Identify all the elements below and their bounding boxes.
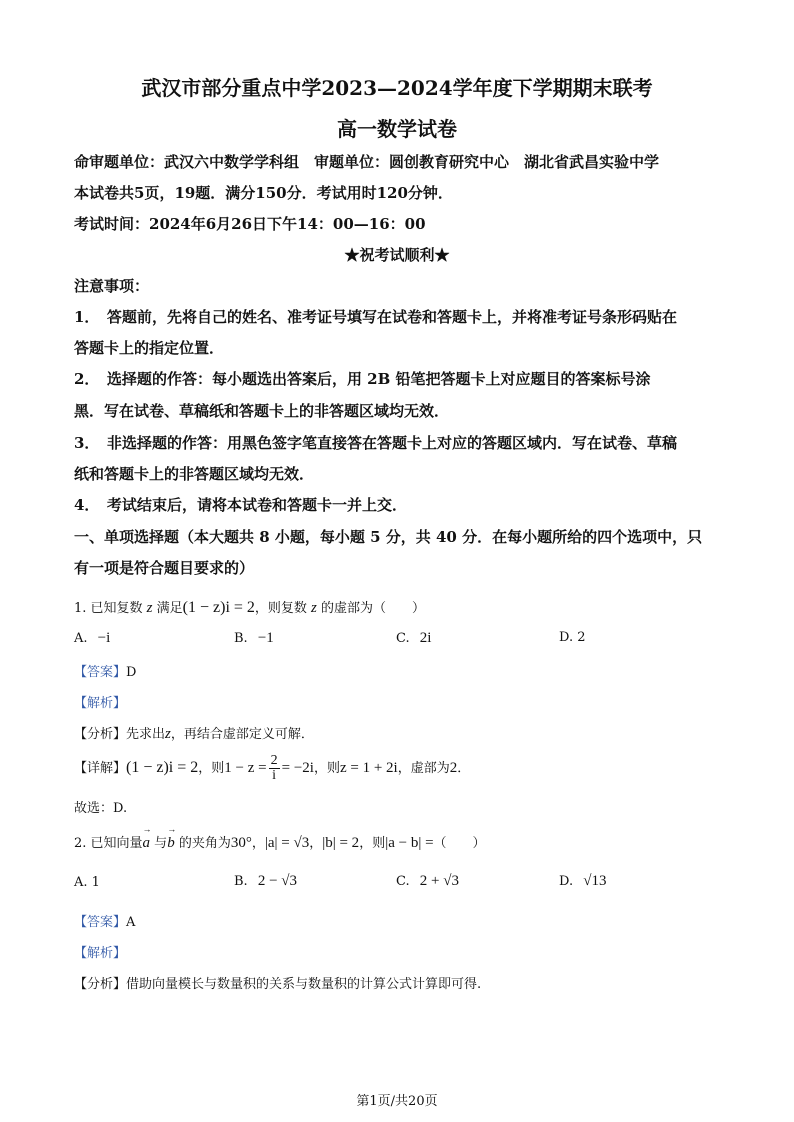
q1-option-a [74,630,110,647]
notice-item-1-line-2: 答题卡上的指定位置． [74,339,225,357]
q1-detail-fraction [269,754,280,783]
exam-title: 武汉市部分重点中学2023—2024学年度下学期期末联考 [141,76,653,100]
q1-answer-value: D [126,665,137,680]
q1-analysis-tag: 【解析】 [74,696,127,711]
q2-mod-b: |b| = 2 [322,835,360,851]
q1-mid: 满足 [152,601,183,616]
q2-option-d-value: √13 [583,873,607,889]
q2-then: ，则 [359,836,386,851]
q1-answer [74,661,136,680]
q1-detail-tag: 【详解】 [74,761,127,776]
q2-with: 与 [150,836,168,851]
notice-item-1-line-1: 1． 答题前，先将自己的姓名、准考证号填写在试卷和答题卡上，并将准考证号条形码贴在 [74,308,677,326]
notice-item-2-line-1: 2． 选择题的作答：每小题选出答案后，用 2B 铅笔把答题卡上对应题目的答案标号涂 [74,370,651,388]
notice-item-2-line-2: 黑．写在试卷、草稿纸和答题卡上的非答题区域均无效． [74,402,450,420]
section-1-line-2: 有一项是符合题目要求的） [74,559,255,577]
q1-suffix-z: z [311,600,317,616]
q1-detail-val: 2 [449,760,458,776]
q1-option-a-value: −i [97,630,111,646]
exam-subtitle: 高一数学试卷 [337,117,457,141]
notice-item-3-line-1: 3． 非选择题的作答：用黑色签字笔直接答在答题卡上对应的答题区域内．写在试卷、草稿 [74,434,677,452]
q2-fenxi [74,973,481,992]
q1-detail [74,750,470,787]
q1-option-a-label: A. [74,631,88,646]
q1-detail-t2: ，则 [313,761,340,776]
q1-suffix: ，则复数 [254,601,312,616]
q1-detail-eq3: z = 1 + 2i [339,760,398,776]
q1-fenxi-tag: 【分析】 [74,727,127,742]
q2-option-a: A. 1 [74,875,100,890]
q1-detail-eq1: (1 − z)i = 2 [126,759,199,776]
q1-option-c [396,630,431,647]
q2-vec-a: → a [143,835,151,852]
q1-detail-eq2-left: 1 − z = [224,760,267,776]
q2-sep1: ， [251,836,265,851]
exam-wish: ★祝考试顺利★ [344,246,450,264]
notice-item-3-line-2: 纸和答题卡上的非答题区域均无效． [74,465,315,483]
q2-prefix: 2. 已知向量 [74,836,143,851]
q2-answer-value: A [126,915,136,930]
q2-answer-tag: 【答案】 [74,915,127,930]
q1-option-b-label: B. [234,631,248,646]
q2-mod-a: |a| = √3 [264,835,310,851]
q2-option-c-label: C. [396,874,410,889]
q2-option-d [559,873,606,890]
q1-suffix2: 的虚部为（ ） [316,601,426,616]
q1-detail-frac-num: 2 [270,753,278,768]
q1-detail-end: ． [457,761,471,776]
q1-fenxi-post: ，再结合虚部定义可解． [170,727,314,742]
q1-fenxi-pre: 先求出 [126,727,166,742]
q2-paren: （ ） [433,836,486,851]
q1-answer-tag: 【答案】 [74,665,127,680]
q2-option-d-label: D. [559,874,574,889]
q2-fenxi-text: 借助向量模长与数量积的关系与数量积的计算公式计算即可得. [126,977,482,992]
q1-fenxi-z: z [165,726,171,742]
q1-option-c-value: 2i [419,630,432,646]
notice-item-4: 4． 考试结束后，请将本试卷和答题卡一并上交． [74,496,407,514]
q2-mod-ab: |a − b| = [385,835,434,851]
q2-analysis-tag: 【解析】 [74,946,127,961]
q1-option-c-label: C. [396,631,410,646]
q2-sep2: ， [309,836,323,851]
q1-detail-t1: ，则 [198,761,225,776]
exam-time: 考试时间：2024年6月26日下午14：00—16：00 [74,215,426,233]
q1-option-b-value: −1 [257,630,274,646]
q1-var-z: z [146,600,153,616]
exam-units: 命审题单位：武汉六中数学学科组 审题单位：圆创教育研究中心 湖北省武昌实验中学 [74,153,660,171]
q2-option-b-label: B. [234,874,248,889]
q1-option-b [234,630,274,647]
q2-option-b-value: 2 − √3 [257,873,298,889]
section-1-line-1: 一、单项选择题（本大题共 8 小题，每小题 5 分，共 40 分．在每小题所给的四个选项中，只 [74,528,703,546]
q2-vec-b: → b [167,835,175,852]
exam-info: 本试卷共5页，19题．满分150分．考试用时120分钟． [74,184,453,202]
question-1-stem [74,597,425,617]
q1-equation: (1 − z)i = 2 [182,599,255,616]
q1-choose: 故选：D. [74,801,128,816]
q1-prefix: 1. 已知复数 [74,601,147,616]
q1-detail-frac-den: i [272,768,277,783]
q1-fenxi [74,723,314,743]
q2-angle-text: 的夹角为 [174,836,231,851]
q2-angle: 30° [230,835,252,851]
q2-option-c-value: 2 + √3 [419,873,459,889]
q1-detail-t3: ，虚部为 [397,761,450,776]
notice-heading: 注意事项： [74,277,150,295]
q2-answer [74,911,135,930]
q2-option-c [396,873,459,890]
q2-option-b [234,873,297,890]
question-2-stem [74,832,486,852]
q1-detail-eq2-right: = −2i [281,760,314,776]
page-number: 第1页/共20页 [356,1094,438,1109]
q1-option-d: D. 2 [559,630,586,645]
q2-fenxi-tag: 【分析】 [74,977,127,992]
